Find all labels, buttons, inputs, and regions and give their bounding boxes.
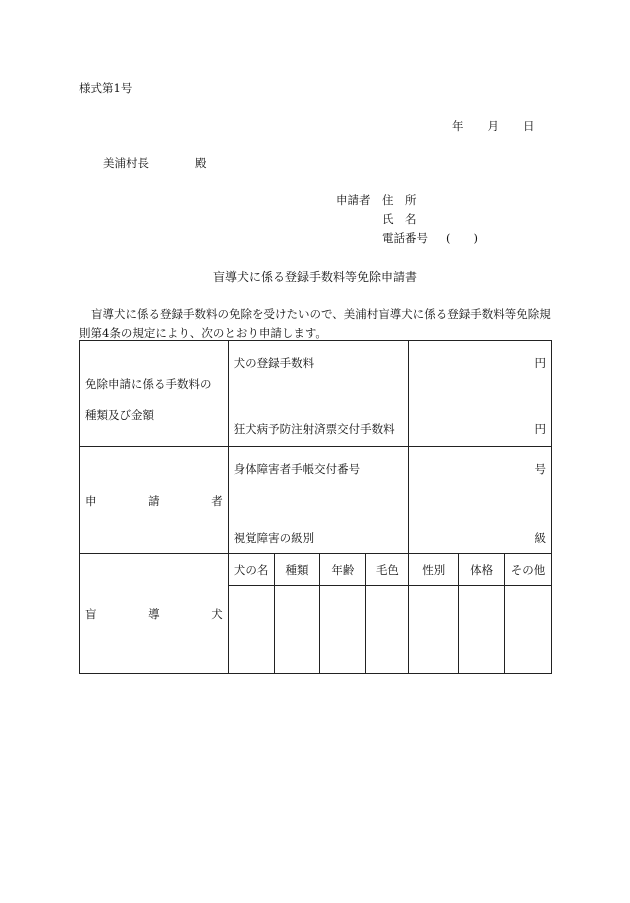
fee-amount-cell[interactable] [409,341,552,447]
applicant-phone-label: 電話番号 [382,231,428,245]
sex-value[interactable] [409,586,459,674]
dog-header-row [80,554,552,586]
col-dog-name: 犬の名 [228,554,274,586]
fee-item-dog-registration: 犬の登録手数料 [233,356,315,370]
intro-paragraph: 盲導犬に係る登録手数料の免除を受けたいので、美浦村盲導犬に係る登録手数料等免除規則第4条の規定により、次のとおり申請します。 [79,307,551,340]
applicant-section-char-2: 請 [148,494,160,508]
dog-section-char-3: 犬 [211,606,223,621]
col-breed: 種類 [274,554,320,586]
form-number: 様式第1号 [79,81,133,95]
fee-items-cell [228,341,409,447]
date-line [452,119,535,133]
applicant-phone-line [382,231,480,245]
grade-unit: 級 [534,531,546,545]
breed-value[interactable] [274,586,320,674]
applicant-section-label-cell [80,447,229,554]
col-sex: 性別 [409,554,459,586]
date-day: 日 [523,119,535,133]
date-year: 年 [452,119,464,133]
applicant-section-label [85,493,223,509]
addressee-name: 美浦村長 [103,156,149,170]
certificate-number-unit: 号 [534,462,546,476]
coat-color-value[interactable] [366,586,409,674]
applicant-address-label: 住 所 [382,193,417,207]
age-value[interactable] [320,586,366,674]
col-other: その他 [505,554,552,586]
fee-label-line2: 種類及び金額 [85,408,154,422]
applicant-label: 申請者 [336,193,371,207]
dog-section-char-1: 盲 [85,606,97,621]
date-month: 月 [487,119,499,133]
visual-impairment-grade-label: 視覚障害の級別 [233,531,315,545]
fee-unit-yen-2: 円 [534,422,546,436]
dog-section-char-2: 導 [148,606,160,621]
col-coat-color: 毛色 [366,554,409,586]
dog-section-label [80,606,228,622]
fee-label-line1: 免除申請に係る手数料の [85,377,212,391]
dog-section-label-cell [80,554,229,674]
addressee-honorific: 殿 [195,156,207,170]
disability-certificate-label: 身体障害者手帳交付番号 [233,462,361,476]
fee-item-rabies-tag: 狂犬病予防注射済票交付手数料 [233,422,395,436]
applicant-name-label: 氏 名 [382,212,417,226]
applicant-section-char-1: 申 [85,494,97,508]
application-table [79,340,552,674]
applicant-phone-paren: ( ) [446,231,478,245]
fee-unit-yen-1: 円 [534,356,546,370]
fee-row [80,341,552,447]
col-build: 体格 [459,554,505,586]
fee-label-cell [80,341,229,447]
other-value[interactable] [505,586,552,674]
applicant-values-cell[interactable] [409,447,552,554]
applicant-items-cell [228,447,409,554]
col-age: 年齢 [320,554,366,586]
dog-name-value[interactable] [228,586,274,674]
build-value[interactable] [459,586,505,674]
applicant-section-char-3: 者 [211,494,223,508]
document-title: 盲導犬に係る登録手数料等免除申請書 [212,270,417,284]
applicant-row [80,447,552,554]
addressee [103,156,207,170]
